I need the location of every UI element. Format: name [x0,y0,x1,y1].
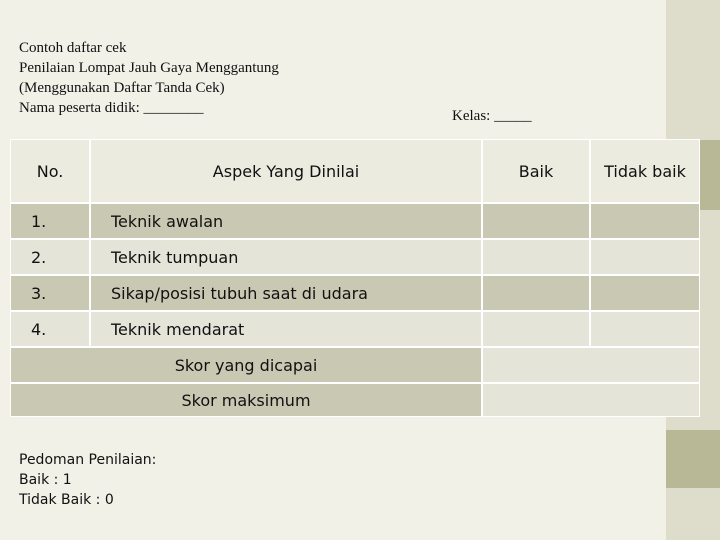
row-3-no: 3. [10,275,90,311]
header-subtitle: (Menggunakan Daftar Tanda Cek) [19,80,225,96]
row-4-aspek: Teknik mendarat [90,311,482,347]
participant-name-field: Nama peserta didik: ________ [19,100,204,116]
skor-maksimum-label: Skor maksimum [10,383,482,417]
skor-maksimum-value[interactable] [482,383,700,417]
row-1-aspek: Teknik awalan [90,203,482,239]
class-field: Kelas: _____ [452,108,532,124]
document-header [19,38,279,118]
row-2-tidak-baik-cell[interactable] [590,239,700,275]
right-decorative-block-bottom [666,430,720,488]
row-2-aspek: Teknik tumpuan [90,239,482,275]
row-4-no: 4. [10,311,90,347]
col-header-tidak-baik: Tidak baik [590,139,700,203]
skor-dicapai-value[interactable] [482,347,700,383]
row-1-baik-cell[interactable] [482,203,590,239]
row-3-baik-cell[interactable] [482,275,590,311]
row-3-aspek: Sikap/posisi tubuh saat di udara [90,275,482,311]
col-header-no: No. [10,139,90,203]
row-1-tidak-baik-cell[interactable] [590,203,700,239]
row-2-no: 2. [10,239,90,275]
scoring-guide-tidak-baik: Tidak Baik : 0 [19,492,114,508]
scoring-guide-baik: Baik : 1 [19,472,72,488]
header-line-1: Contoh daftar cek [19,40,127,56]
row-4-baik-cell[interactable] [482,311,590,347]
scoring-guide-title: Pedoman Penilaian: [19,452,157,468]
skor-dicapai-label: Skor yang dicapai [10,347,482,383]
row-1-no: 1. [10,203,90,239]
col-header-aspek: Aspek Yang Dinilai [90,139,482,203]
scoring-guide [19,450,156,510]
header-title: Penilaian Lompat Jauh Gaya Menggantung [19,60,279,76]
row-3-tidak-baik-cell[interactable] [590,275,700,311]
col-header-baik: Baik [482,139,590,203]
row-2-baik-cell[interactable] [482,239,590,275]
row-4-tidak-baik-cell[interactable] [590,311,700,347]
